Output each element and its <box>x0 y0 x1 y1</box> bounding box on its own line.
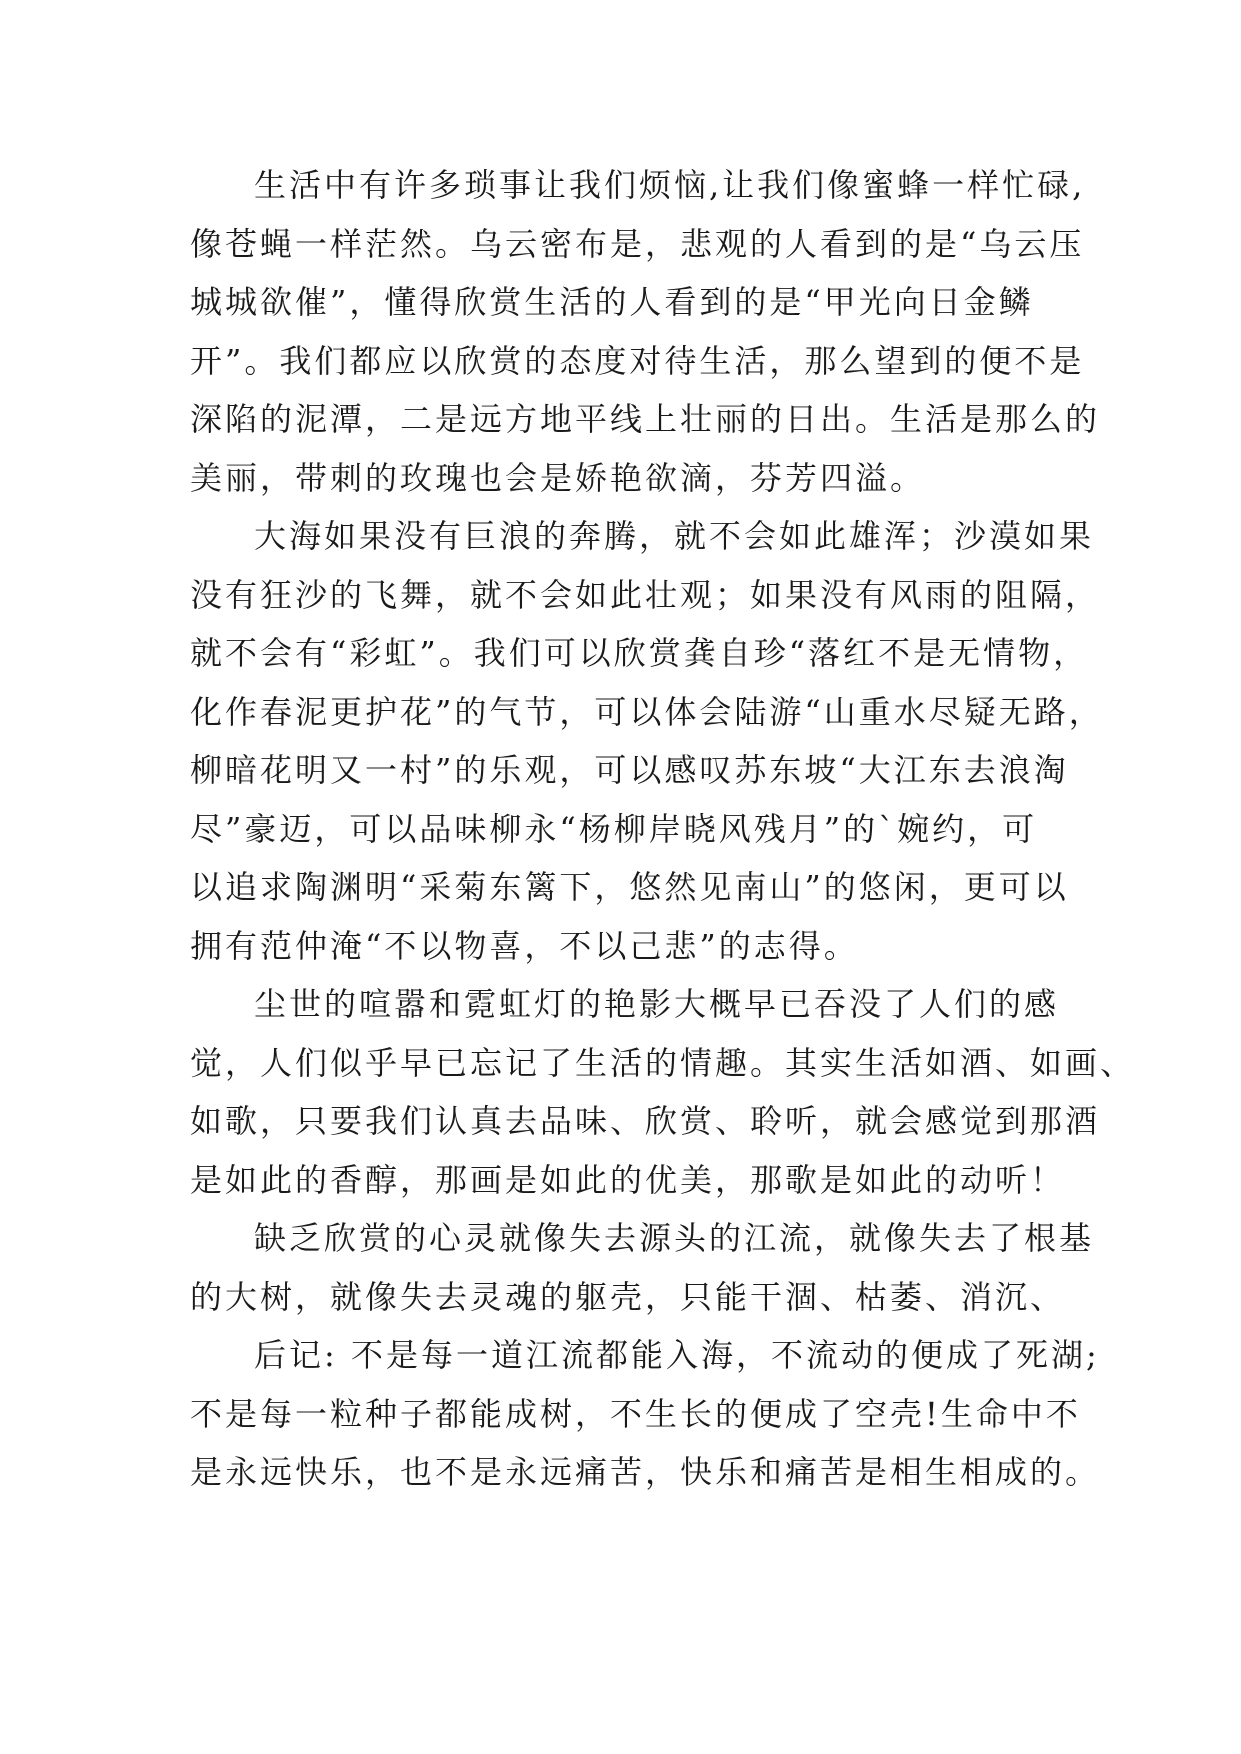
text-line: 觉，人们似乎早已忘记了生活的情趣。其实生活如酒、如画、 <box>190 1043 1136 1082</box>
text-line: 柳暗花明又一村”的乐观，可以感叹苏东坡“大江东去浪淘 <box>190 751 1069 789</box>
text-line: 拥有范仲淹“不以物喜，不以己悲”的志得。 <box>190 926 859 965</box>
paragraph <box>190 1209 1095 1326</box>
text-line: 美丽，带刺的玫瑰也会是娇艳欲滴，芬芳四溢。 <box>190 458 926 497</box>
text-line: 的大树，就像失去灵魂的躯壳，只能干涸、枯萎、消沉、 <box>190 1277 1066 1316</box>
text-line: 深陷的泥潭，二是远方地平线上壮丽的日出。生活是那么的 <box>190 400 1101 438</box>
text-line: 化作春泥更护花”的气节，可以体会陆游“山重水尽疑无路， <box>190 692 1104 731</box>
paragraph <box>190 1326 1101 1502</box>
text-line: 没有狂沙的飞舞，就不会如此壮观；如果没有风雨的阻隔， <box>190 575 1101 614</box>
text-line: 像苍蝇一样茫然。乌云密布是，悲观的人看到的是“乌云压 <box>190 224 1085 263</box>
text-line: 尽”豪迈，可以品味柳永“杨柳岸晓风残月”的`婉约，可 <box>190 809 1038 848</box>
paragraph <box>190 156 1101 507</box>
text-line: 是如此的香醇，那画是如此的优美，那歌是如此的动听！ <box>190 1160 1066 1199</box>
text-line: 城城欲催”，懂得欣赏生活的人看到的是“甲光向日金鳞 <box>190 283 1034 321</box>
text-line: 缺乏欣赏的心灵就像失去源头的江流，就像失去了根基 <box>254 1219 1095 1257</box>
text-line: 如歌，只要我们认真去品味、欣赏、聆听，就会感觉到那酒 <box>190 1102 1101 1140</box>
text-line: 不是每一粒种子都能成树，不生长的便成了空壳!生命中不 <box>190 1394 1081 1433</box>
text-line: 大海如果没有巨浪的奔腾，就不会如此雄浑；沙漠如果 <box>254 517 1095 555</box>
text-line: 尘世的喧嚣和霓虹灯的艳影大概早已吞没了人们的感 <box>254 985 1060 1023</box>
text-line: 开”。我们都应以欣赏的态度对待生活，那么望到的便不是 <box>190 341 1085 380</box>
text-line: 就不会有“彩虹”。我们可以欣赏龚自珍“落红不是无情物， <box>190 634 1089 672</box>
paragraph <box>190 975 1136 1209</box>
document-body <box>190 156 1136 1502</box>
paragraph <box>190 507 1104 975</box>
text-line: 是永远快乐，也不是永远痛苦，快乐和痛苦是相生相成的。 <box>190 1453 1101 1491</box>
text-line: 生活中有许多琐事让我们烦恼,让我们像蜜蜂一样忙碌, <box>254 166 1086 204</box>
text-line: 后记: 不是每一道江流都能入海，不流动的便成了死湖; <box>254 1336 1100 1374</box>
text-line: 以追求陶渊明“采菊东篱下，悠然见南山”的悠闲，更可以 <box>190 868 1069 906</box>
